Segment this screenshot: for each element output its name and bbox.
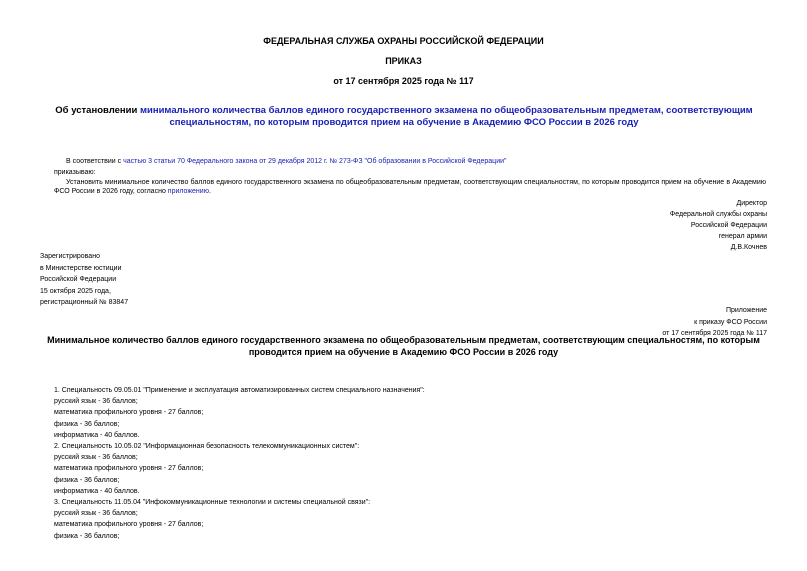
- order-title-link[interactable]: минимального количества баллов единого государственного экзамена по общеобразовательным предметам, соответствующим специальностям, по которым проводится прием на обучение в Академию ФСО России в 2026 году: [139, 105, 753, 128]
- preamble-line: [66, 157, 507, 166]
- appendix-reference-line: от 17 сентября 2025 года № 117: [662, 330, 767, 337]
- list-item: русский язык - 36 баллов;: [54, 398, 138, 406]
- registration-line: в Министерстве юстиции: [40, 264, 122, 272]
- signature-line: Российской Федерации: [690, 222, 767, 229]
- list-item: физика - 36 баллов;: [54, 420, 120, 428]
- list-item: 2. Специальность 10.05.02 "Информационная безопасность телекоммуникационных систем":: [54, 443, 360, 451]
- preamble-text: В соответствии с: [66, 158, 124, 165]
- list-item: 3. Специальность 11.05.04 "Инфокоммуникационные технологии и системы специальной связи":: [54, 499, 371, 507]
- order-body-end: .: [208, 188, 211, 195]
- list-item: физика - 36 баллов;: [54, 476, 120, 484]
- specialty-list: [54, 385, 425, 542]
- order-title: [34, 105, 774, 129]
- registration-line: 15 октября 2025 года,: [40, 287, 111, 295]
- signature-line: Федеральной службы охраны: [669, 211, 767, 218]
- appendix-link[interactable]: приложению: [167, 188, 209, 195]
- registration-line: Российской Федерации: [40, 276, 117, 283]
- order-title-prefix: Об установлении: [55, 105, 140, 116]
- appendix-title: Минимальное количество баллов единого государственного экзамена по общеобразовательным предметам, соответствующим специальностям, по которым проводится прием на обучение в Академию ФСО России в 2026 году: [47, 335, 760, 357]
- list-item: русский язык - 36 баллов;: [54, 454, 138, 462]
- registration-line: Зарегистрировано: [40, 253, 100, 260]
- registration-line: регистрационный № 83847: [40, 299, 129, 306]
- appendix-reference-line: Приложение: [725, 307, 767, 314]
- appendix-reference-line: к приказу ФСО России: [694, 318, 767, 326]
- list-item: математика профильного уровня - 27 баллов;: [54, 409, 204, 417]
- agency-heading: ФЕДЕРАЛЬНАЯ СЛУЖБА ОХРАНЫ РОССИЙСКОЙ ФЕДЕРАЦИИ: [263, 36, 544, 46]
- signature-line: Директор: [736, 200, 767, 207]
- list-item: информатика - 40 баллов.: [54, 431, 140, 439]
- list-item: 1. Специальность 09.05.01 "Применение и эксплуатация автоматизированных систем специального назначения":: [54, 387, 425, 394]
- list-item: математика профильного уровня - 27 баллов;: [54, 465, 204, 473]
- signature-line: генерал армии: [718, 233, 767, 240]
- signature-block: [567, 198, 767, 253]
- federal-law-link[interactable]: частью 3 статьи 70 Федерального закона от 29 декабря 2012 г. № 273-ФЗ "Об образовании в Российской Федерации": [123, 158, 507, 165]
- order-date-number: от 17 сентября 2025 года № 117: [333, 76, 474, 86]
- list-item: информатика - 40 баллов.: [54, 487, 140, 495]
- signature-line: Д.В.Кочнев: [730, 244, 767, 251]
- list-item: математика профильного уровня - 27 баллов;: [54, 521, 204, 529]
- order-body: [54, 178, 766, 196]
- registration-block: [40, 251, 128, 309]
- order-word: приказываю:: [54, 169, 96, 176]
- list-item: физика - 36 баллов;: [54, 532, 120, 540]
- list-item: русский язык - 36 баллов;: [54, 510, 138, 518]
- order-body-text: Установить минимальное количество баллов единого государственного экзамена по общеобразовательным предметам, соответствующим специальностям, по которым проводится прием на обучение в Академию ФСО России в 2026 году, согласно: [54, 179, 766, 195]
- doc-type-heading: ПРИКАЗ: [385, 56, 422, 66]
